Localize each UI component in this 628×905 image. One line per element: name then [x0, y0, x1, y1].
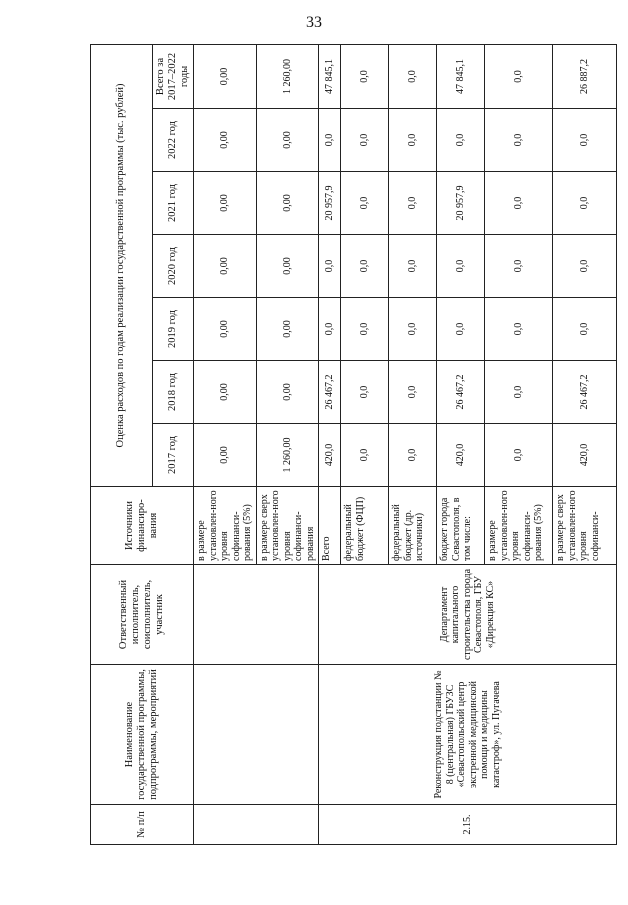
source-cell: в размере сверх установлен-ного уровня софинанси-: [553, 487, 617, 565]
header-year: 2020 год: [153, 235, 194, 298]
value-cell: 0,0: [485, 361, 553, 424]
value-cell: 0,0: [553, 109, 617, 172]
value-cell: 20 957,9: [437, 172, 485, 235]
header-year: 2018 год: [153, 361, 194, 424]
value-cell: 0,0: [485, 172, 553, 235]
value-cell: 0,0: [437, 109, 485, 172]
value-cell: 0,0: [437, 298, 485, 361]
value-cell: 0,0: [341, 298, 389, 361]
value-cell: 0,0: [485, 44, 553, 108]
value-cell: 0,0: [389, 172, 437, 235]
value-cell: 0,00: [194, 298, 257, 361]
table-row: [319, 44, 341, 844]
value-cell: 26 467,2: [319, 361, 341, 424]
source-cell: федеральный бюджет (др. источники): [389, 487, 437, 565]
value-cell: 0,0: [389, 424, 437, 487]
value-cell: 0,0: [341, 424, 389, 487]
value-cell: 0,0: [389, 109, 437, 172]
header-executor: Ответственный исполнитель, соисполнитель, участник: [91, 565, 194, 665]
item-num: 2.15.: [319, 805, 617, 845]
header-sources: Источники финансиро-вания: [91, 487, 194, 565]
budget-table: [90, 44, 617, 845]
value-cell: 0,0: [341, 235, 389, 298]
value-cell: 0,0: [319, 298, 341, 361]
value-cell: 420,0: [437, 424, 485, 487]
header-year: 2022 год: [153, 109, 194, 172]
value-cell: 0,0: [319, 235, 341, 298]
value-cell: 0,0: [341, 172, 389, 235]
value-cell: 26 467,2: [437, 361, 485, 424]
value-cell: 0,0: [485, 298, 553, 361]
source-cell: в размере установлен-ного уровня софинанси-рования (5%): [485, 487, 553, 565]
value-cell: 0,0: [485, 109, 553, 172]
value-cell: 420,0: [319, 424, 341, 487]
source-cell: в размере сверх установлен-ного уровня софинанси-рования: [256, 487, 319, 565]
value-cell: 0,00: [194, 361, 257, 424]
value-cell: 420,0: [553, 424, 617, 487]
value-cell: 0,0: [341, 44, 389, 108]
value-cell: 0,0: [341, 361, 389, 424]
value-cell: 0,0: [553, 172, 617, 235]
page-number: 33: [306, 14, 322, 31]
value-cell: 0,0: [389, 44, 437, 108]
source-cell: Всего: [319, 487, 341, 565]
value-cell: 0,00: [194, 44, 257, 108]
value-cell: 0,00: [194, 109, 257, 172]
value-cell: 0,0: [485, 424, 553, 487]
value-cell: 0,00: [256, 172, 319, 235]
header-year-total: Всего за 2017–2022 годы: [153, 44, 194, 108]
table-row: [194, 44, 257, 844]
value-cell: 0,0: [553, 235, 617, 298]
source-cell: федеральный бюджет (ФЦП): [341, 487, 389, 565]
header-name: Наименование государственной программы, подпрограммы, мероприятий: [91, 665, 194, 805]
value-cell: 47 845,1: [319, 44, 341, 108]
value-cell: 0,0: [437, 235, 485, 298]
value-cell: 47 845,1: [437, 44, 485, 108]
value-cell: 0,0: [389, 298, 437, 361]
header-estimate: Оценка расходов по годам реализации государственной программы (тыс. рублей): [91, 44, 153, 486]
value-cell: 0,00: [194, 172, 257, 235]
source-cell: в размере установлен-ного уровня софинанси-рования (5%): [194, 487, 257, 565]
value-cell: 0,0: [553, 298, 617, 361]
value-cell: 0,00: [256, 109, 319, 172]
value-cell: 0,0: [341, 109, 389, 172]
header-year: 2017 год: [153, 424, 194, 487]
value-cell: 1 260,00: [256, 424, 319, 487]
value-cell: 0,0: [389, 361, 437, 424]
header-row-1: [91, 44, 153, 844]
value-cell: 0,00: [256, 298, 319, 361]
header-year: 2021 год: [153, 172, 194, 235]
value-cell: 1 260,00: [256, 44, 319, 108]
source-cell: бюджет города Севастополя, в том числе:: [437, 487, 485, 565]
item-executor: Департамент капитального строительства города Севастополя, ГБУ «Дирекция КС»: [319, 565, 617, 665]
header-year: 2019 год: [153, 298, 194, 361]
value-cell: 0,0: [485, 235, 553, 298]
budget-table-rotated: [90, 45, 601, 845]
value-cell: 0,00: [256, 361, 319, 424]
value-cell: 0,00: [194, 235, 257, 298]
value-cell: 20 957,9: [319, 172, 341, 235]
value-cell: 26 887,2: [553, 44, 617, 108]
header-num: № п/п: [91, 805, 194, 845]
value-cell: 26 467,2: [553, 361, 617, 424]
value-cell: 0,0: [389, 235, 437, 298]
value-cell: 0,00: [194, 424, 257, 487]
item-name: Реконструкция подстанции № 8 (центральная) ГБУЗС «Севастопольский центр экстренной медицинской помощи и медицины катастроф», ул. Пугачева: [319, 665, 617, 805]
value-cell: 0,0: [319, 109, 341, 172]
value-cell: 0,00: [256, 235, 319, 298]
